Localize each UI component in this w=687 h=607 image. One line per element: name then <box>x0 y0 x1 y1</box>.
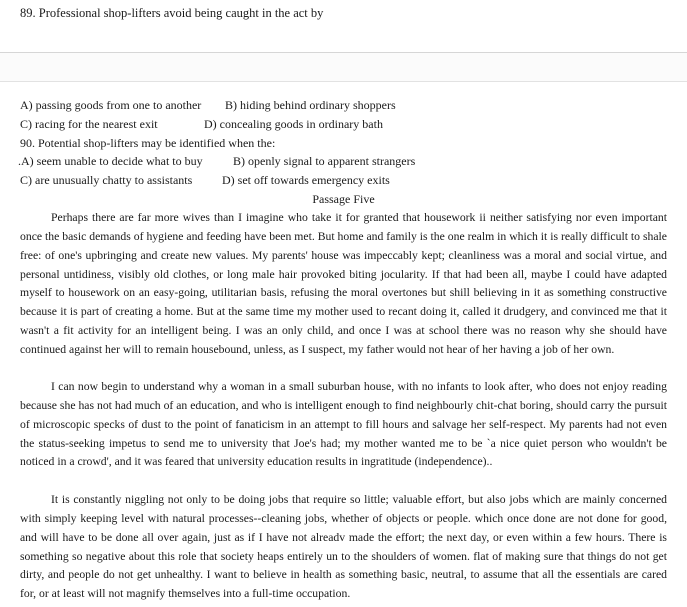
passage-paragraph-3: It is constantly niggling not only to be doing jobs that require so little; valuable effort, but also jobs which are mainly concerned with simply keeping level with natural processes--cleaning jobs, whether of objects or people. which once done are not done for good, and will have to be done all over again, just as if I have not alreadv made the effort; the next day, or even within a few hours. There is something so negative about this role that society heaps entirely un to the shoulders of women. flat of making sure that things do not get dirty, and people do not get unhealthy. I want to believe in health as something basic, neutral, to assume that all the essentials are cared for, or at least will not magnify themselves into a full-time occupation. <box>20 493 667 601</box>
passage-paragraph-2: I can now begin to understand why a woman in a small suburban house, with no infants to look after, who does not enjoy reading because she has not had much of an education, and who is intelligent enough to find neighbourly chit-chat boring, should carry the pursuit of microscopic specks of dust to the point of fanaticism in an attempt to fill hours and salvage her self-respect. My parents had not even the status-seeking impetus to send me to university that Joe's had; my mother wanted me to be `a nice quiet person who wouldn't be noticed in a crowd', and it was feared that university education results in ingratitude (independence).. <box>20 380 667 469</box>
q89-options-row-1 <box>20 96 396 114</box>
q89-option-a: A) passing goods from one to another <box>20 98 202 112</box>
q89-options-row-2 <box>20 115 383 133</box>
q90-options-row-2 <box>20 171 390 189</box>
passage-paragraph-1: Perhaps there are far more wives than I imagine who take it for granted that housework ii neither satisfying nor even important once the basic demands of hygiene and feeding have been met. But home and family is the one realm in which it is really difficult to shale free: of one's upbringing and create new values. My parents' house was impeccably kept; cleanliness was a moral and social virtue, and personal untidiness, visibly old clothes, or long male hair provoked biting jocularity. If that had been all, maybe I could have adapted myself to housework on an easy-going, utilitarian basis, refusing the moral overtones but shill believing in it as something constructive because it is part of creating a home. But at the same time my mother used to recant doing it, called it drudgery, and convinced me that it wasn't a fit activity for an intelligent being. I was an only child, and once I was at school there was no reason why she should have continued against her will to remain housebound, unless, as I suspect, my father would not hear of her having a job of her own. <box>20 211 667 356</box>
answer-gap <box>0 52 687 82</box>
question-89: 89. Professional shop-lifters avoid being caught in the act by <box>20 6 324 20</box>
question-90: 90. Potential shop-lifters may be identified when the: <box>20 136 276 150</box>
q90-options-row-1 <box>18 152 415 170</box>
passage-title: Passage Five <box>312 192 375 206</box>
q90-option-d: D) set off towards emergency exits <box>222 173 390 187</box>
q90-option-a: .A) seem unable to decide what to buy <box>18 154 203 168</box>
q90-option-c: C) are unusually chatty to assistants <box>20 173 193 187</box>
q90-option-b: B) openly signal to apparent strangers <box>233 154 416 168</box>
q89-option-d: D) concealing goods in ordinary bath <box>204 117 383 131</box>
q89-option-b: B) hiding behind ordinary shoppers <box>225 98 396 112</box>
q89-option-c: C) racing for the nearest exit <box>20 117 158 131</box>
